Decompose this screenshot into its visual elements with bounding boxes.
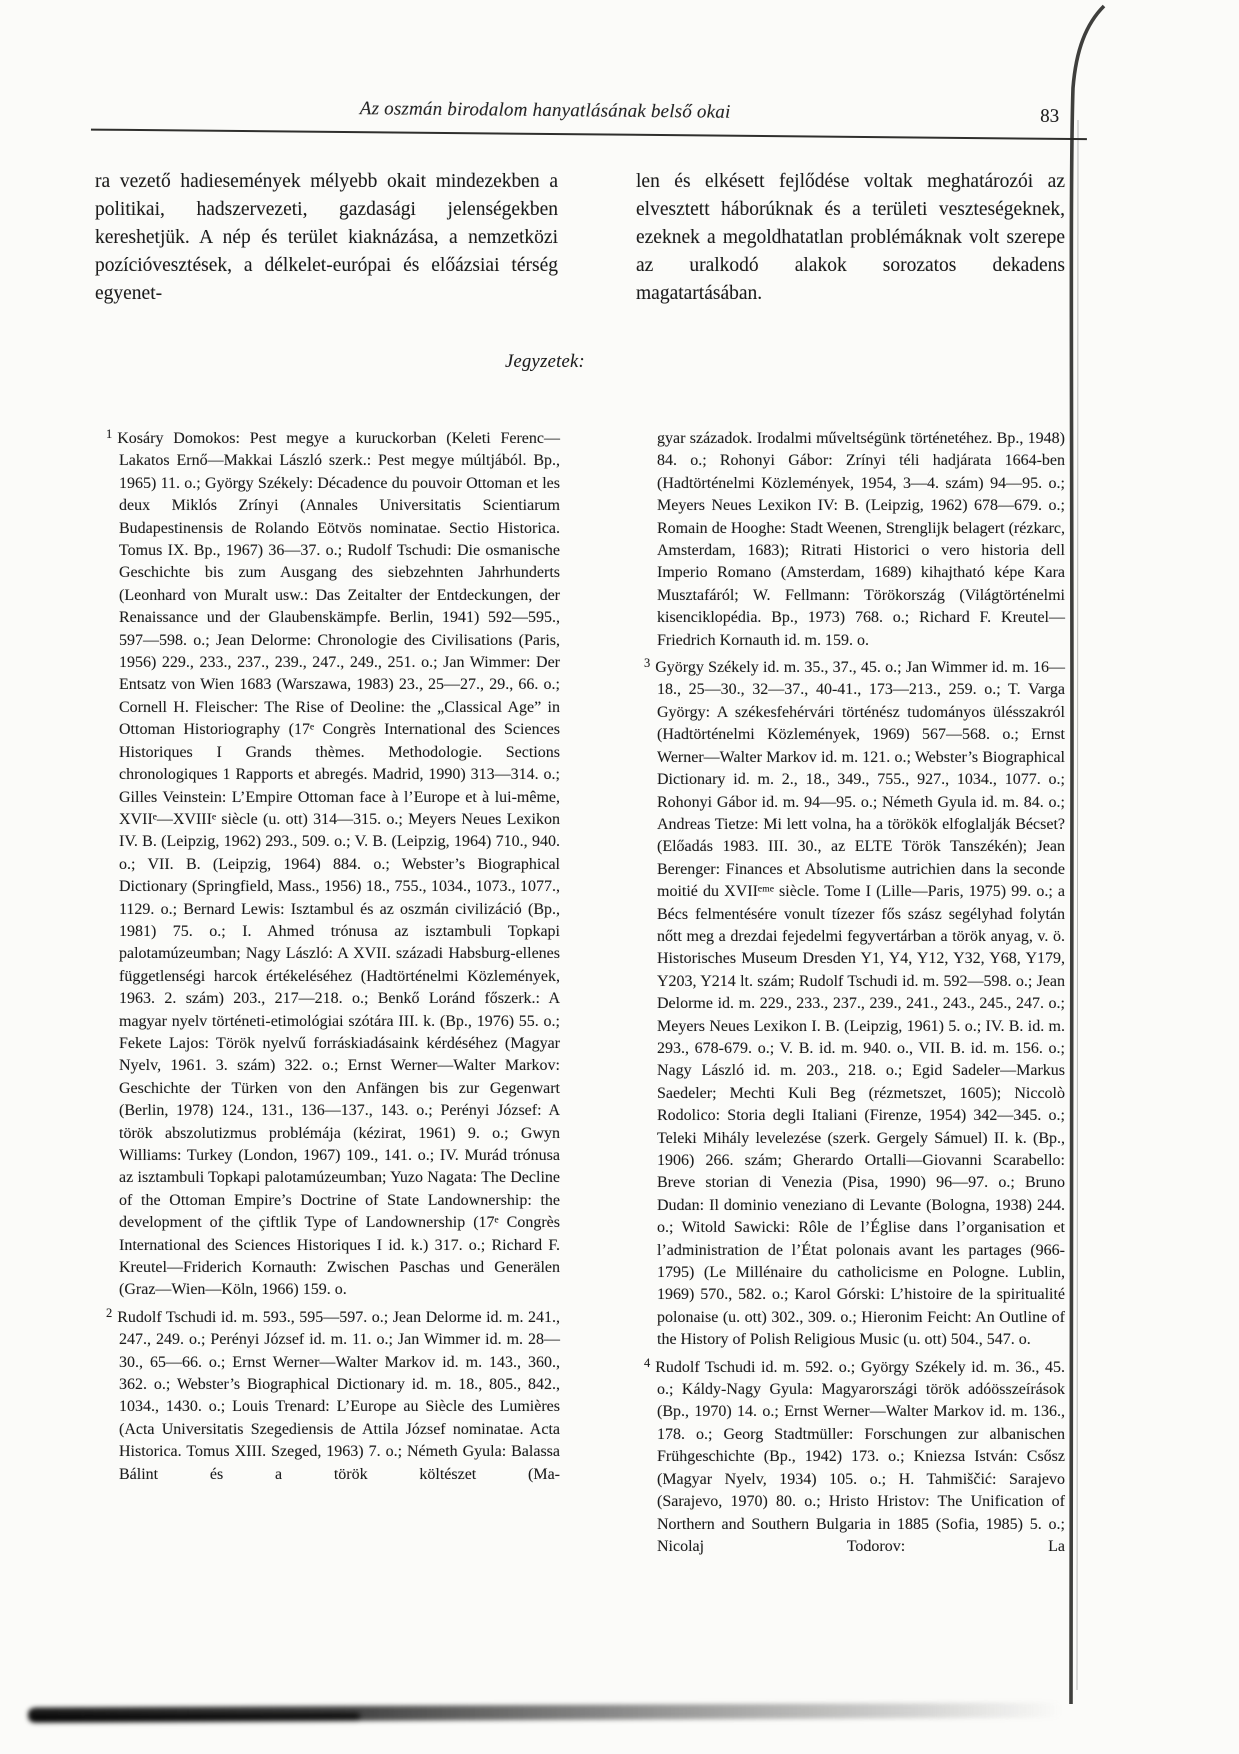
footnote-4-number: 4 xyxy=(644,1355,651,1370)
page-number: 83 xyxy=(1040,105,1060,127)
footnote-1-number: 1 xyxy=(106,427,113,441)
page-content xyxy=(95,96,1065,1558)
footnote-4 xyxy=(633,1352,1065,1559)
running-title: Az oszmán birodalom hanyatlásának belső okai xyxy=(359,98,731,123)
footnotes-column-right xyxy=(633,423,1065,1558)
body-column-left: ra vezető hadiesemények mélyebb okait mindezekben a politikai, hadszervezeti, gazdasági jelenségekben kereshetjük. A nép és terület kiaknázása, a nemzetközi pozícióvesztések, a délkelet-európai és előázsiai térség egyenet- xyxy=(95,171,558,304)
footnote-4-text: Rudolf Tschudi id. m. 592. o.; György Székely id. m. 36., 45. o.; Káldy-Nagy Gyula: Magyarországi török adóösszeírások (Bp., 1970) 14. o.; Ernst Werner—Walter Markov id. m. 136., 178. o.; Georg Stadtmüller: Forschungen zur albanischen Frühgeschichte (Bp., 1942) 173. o.; Kniezsa István: Csősz (Magyar Nyelv, 1934) 105. o.; H. Tahmiščić: Sarajevo (Sarajevo, 1970) 80. o.; Hristo Hristov: The Unification of Northern and Southern Bulgaria in 1885 (Sofia, 1985) 5. o.; Nicolaj Todorov: La xyxy=(655,1358,1065,1555)
bottom-scan-shadow xyxy=(28,1702,1062,1722)
footnote-2-number: 2 xyxy=(106,1305,113,1320)
footnote-3-text: György Székely id. m. 35., 37., 45. o.; Jan Wimmer id. m. 16—18., 25—30., 32—37., 40-41., 173—213., 259. o.; T. Varga György: A székesfehérvári történész tudományos ülésszakról (Hadtörténelmi Közlemények, 1969) 567—568. o.; Ernst Werner—Walter Markov id. m. 121. o.; Webster’s Biographical Dictionary id. m. 2., 18., 349., 755., 927., 1034., 1077. o.; Rohonyi Gábor id. m. 94—95. o.; Németh Gyula id. m. 84. o.; Andreas Tietze: Mi lett volna, ha a törökök elfoglalják Bécset? (Előadás 1983. III. 30., az ELTE Török Tanszékén); Jean Berenger: Finances et Absolutisme autrichien dans la seconde moitié du XVIIᵉᵐᵉ siècle. Tome I (Lille—Paris, 1975) 99. o.; a Bécs felmentésére vonult tízezer fős szász segélyhad folytán nőtt meg a drezdai fejedelmi fegyvertárban a török anyag, v. ö. Historisches Museum Dresden Y1, Y4, Y12, Y32, Y68, Y179, Y203, Y214 lt. szám; Rudolf Tschudi id. m. 592—598. o.; Jean Delorme id. m. 229., 233., 237., 239., 241., 243., 245., 247. o.; Meyers Neues Lexikon I. B. (Leipzig, 1961) 5. o.; IV. B. id. m. 293., 678-679. o.; V. B. id. m. 940. o., VII. B. id. m. 156. o.; Nagy László id. m. 203., 218. o.; Egid Sadeler—Markus Saedeler; Mechti Kuli Beg (rézmetszet, 1605); Niccolò Rodolico: Storia degli Italiani (Firenze, 1954) 342—345. o.; Teleki Mihály levelezése (szerk. Gergely Sámuel) II. k. (Bp., 1906) 266. szám; Gherardo Ortalli—Giovanni Scarabello: Breve storian di Venezia (Pisa, 1990) 96—97. o.; Bruno Dudan: Il dominio veneziano di Levante (Bologna, 1938) 244. o.; Witold Sawicki: Rôle de l’Église dans l’organisation et l’administration de l’État polonais avant les partages (966-1795) (Le Millénaire du catholicisme en Pologne. Lublin, 1969) 570., 582. o.; Karol Górski: L’histoire de la spiritualité polonaise (u. ott) 302., 309. o.; Hieronim Feicht: An Outline of the History of Polish Religious Music (u. ott) 504., 547. o. xyxy=(655,659,1065,1349)
running-header xyxy=(95,96,1065,149)
footnote-2 xyxy=(95,1302,560,1486)
footnote-1 xyxy=(95,423,560,1302)
header-rule xyxy=(91,129,1087,141)
notes-heading: Jegyzetek: xyxy=(504,352,586,372)
footnotes-section xyxy=(95,423,1065,1558)
footnotes-column-left xyxy=(95,423,560,1558)
footnote-2-continuation xyxy=(633,423,1065,652)
footnote-1-text: Kosáry Domokos: Pest megye a kuruckorban (Keleti Ferenc—Lakatos Ernő—Makkai László szerk.: Pest megye múltjából. Bp., 1965) 11. o.; György Székely: Décadence du pouvoir Ottoman et les deux Miklós Zrínyi (Annales Universitatis Scientiarum Budapestinensis de Rolando Eötvös nominatae. Sectio Historica. Tomus IX. Bp., 1967) 36—37. o.; Rudolf Tschudi: Die osmanische Geschichte bis zum Ausgang des siebzehnten Jahrhunderts (Leonhard von Muralt usw.: Das Zeitalter der Entdeckungen, der Renaissance und der Glaubenskämpfe. Berlin, 1941) 592—595., 597—598. o.; Jean Delorme: Chronologie des Civilisations (Paris, 1956) 229., 233., 237., 239., 247., 249., 251. o.; Jan Wimmer: Der Entsatz von Wien 1683 (Warszawa, 1983) 23., 25—27., 29., 66. o.; Cornell H. Fleischer: The Rise of Deoline: the „Classical Age” in Ottoman Historiography (17ᵉ Congrès International des Sciences Historiques I Grands thèmes. Methodologie. Sections chronologiques 1 Rapports et abregés. Madrid, 1990) 313—314. o.; Gilles Veinstein: L’Empire Ottoman face à l’Europe et à lui-même, XVIIᵉ—XVIIIᵉ siècle (u. ott) 314—315. o.; Meyers Neues Lexikon IV. B. (Leipzig, 1962) 293., 509. o.; V. B. (Leipzig, 1964) 710., 940. o.; VII. B. (Leipzig, 1964) 884. o.; Webster’s Biographical Dictionary (Springfield, Mass., 1956) 18., 755., 1034., 1073., 1077., 1129. o.; Bernard Lewis: Isztambul és az oszmán civilizáció (Bp., 1981) 75. o.; I. Ahmed trónusa az isztambuli Topkapi palotamúzeumban; Nagy László: A XVII. századi Habsburg-ellenes függetlenségi harcok értékeléséhez (Hadtörténelmi Közlemények, 1963. 2. szám) 203., 217—218. o.; Benkő Loránd főszerk.: A magyar nyelv történeti-etimológiai szótára III. k. (Bp., 1976) 55. o.; Fekete Lajos: Török nyelvű forráskiadásaink kérdéséhez (Magyar Nyelv, 1961. 3. szám) 322. o.; Ernst Werner—Walter Markov: Geschichte der Türken von den Anfängen bis zur Gegenwart (Berlin, 1978) 124., 131., 136—137., 143. o.; Perényi József: A török abszolutizmus problémája (kézirat, 1961) 9. o.; Gwyn Williams: Turkey (London, 1967) 109., 141. o.; IV. Murád trónusa az isztambuli Topkapi palotamúzeumban; Yuzo Nagata: The Decline of the Ottoman Empire’s Doctrine of State Landownership: the development of the çiftlik Type of Landownership (17ᵉ Congrès International des Sciences Historiques I id. k.) 317. o.; Richard F. Kreutel—Friderich Kornauth: Zwischen Paschas und Generälen (Graz—Wien—Köln, 1966) 159. o. xyxy=(117,430,560,1299)
footnote-2-continuation-text: gyar századok. Irodalmi műveltségünk történetéhez. Bp., 1948) 84. o.; Rohonyi Gábor: Zrínyi téli hadjárata 1664-ben (Hadtörténelmi Közlemények, 1954, 3—4. szám) 94—95. o.; Meyers Neues Lexikon IV: B. (Leipzig, 1962) 678—679. o.; Romain de Hooghe: Stadt Weenen, Strenglijk belagert (rézkarc, Amsterdam, 1683); Ritrati Historici o vero historia dell Imperio Romano (Amsterdam, 1689) kihajtható képe Kara Musztafáról; W. Fellmann: Törökország (Világtörténelmi kisenciklopédia. Bp., 1973) 768. o.; Richard F. Kreutel—Friedrich Kornauth id. m. 159. o. xyxy=(657,430,1065,649)
footnote-3 xyxy=(633,652,1065,1352)
footnote-2-text: Rudolf Tschudi id. m. 593., 595—597. o.; Jean Delorme id. m. 241., 247., 249. o.; Perényi József id. m. 11. o.; Jan Wimmer id. m. 28—30., 65—66. o.; Ernst Werner—Walter Markov id. m. 143., 360., 362. o.; Webster’s Biographical Dictionary id. m. 18., 805., 842., 1034., 1430. o.; Louis Trenard: L’Europe au Siècle des Lumières (Acta Universitatis Szegediensis de Attila József nominatae. Acta Historica. Tomus XIII. Szeged, 1963) 7. o.; Németh Gyula: Balassa Bálint és a török költészet (Ma- xyxy=(117,1308,560,1483)
body-column-right: len és elkésett fejlődése voltak meghatározói az elvesztett háborúknak és a területi veszteségeknek, ezeknek a megoldhatatlan problémáknak volt szerepe az uralkodó alakok sorozatos dekadens magatartásában. xyxy=(636,171,1065,304)
footnote-3-number: 3 xyxy=(644,656,651,671)
body-text xyxy=(95,168,1065,308)
